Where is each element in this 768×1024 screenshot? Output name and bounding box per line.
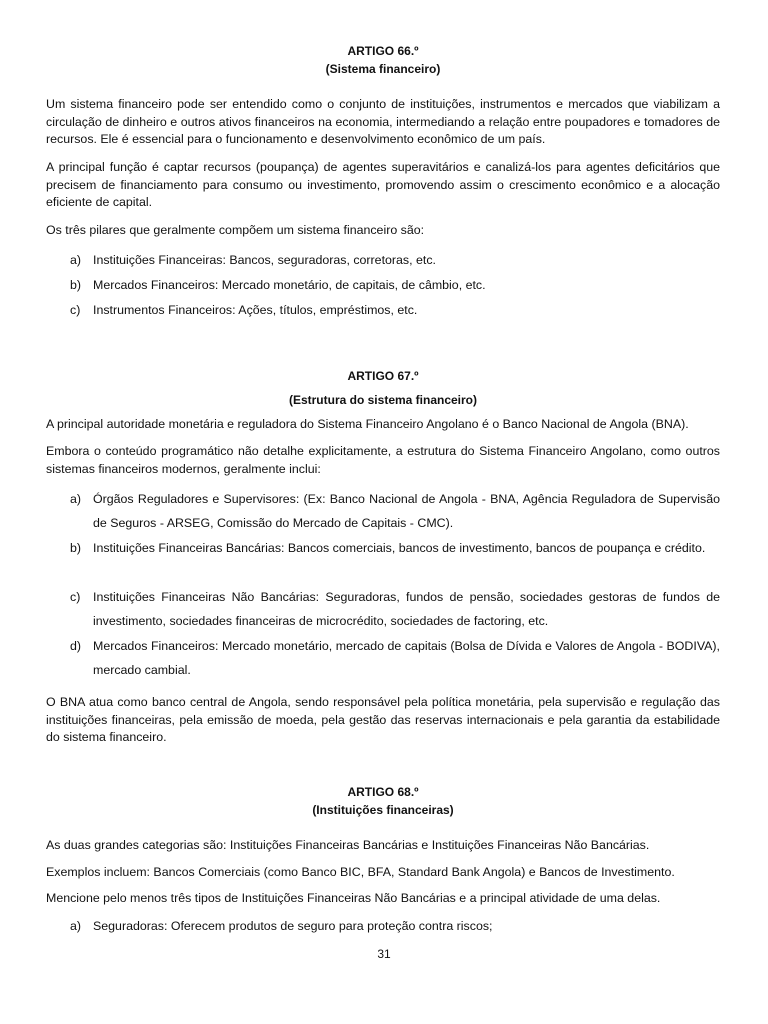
list-item-text: Instituições Financeiras Bancárias: Bancos comerciais, bancos de investimento, bancos de poupança e crédito.	[93, 541, 706, 555]
article-68-title: ARTIGO 68.º	[347, 785, 419, 799]
list-marker: b)	[70, 278, 82, 292]
list-marker: a)	[70, 253, 82, 267]
list-marker: a)	[70, 919, 82, 933]
article-66-paragraph: A principal função é captar recursos (poupança) de agentes superavitários e canalizá-los para agentes deficitários que precisem de financiamento para consumo ou investimento, promovendo assim o crescimento econômico e a alocação eficiente de capital.	[46, 160, 720, 209]
list-item	[46, 273, 720, 298]
article-66-title: ARTIGO 66.º	[347, 44, 419, 58]
article-68-list	[46, 914, 720, 939]
article-68-paragraph: Exemplos incluem: Bancos Comerciais (como Banco BIC, BFA, Standard Bank Angola) e Bancos de Investimento.	[46, 865, 675, 879]
list-item	[46, 536, 720, 585]
list-item-text: Seguradoras: Oferecem produtos de seguro para proteção contra riscos;	[93, 919, 493, 933]
article-67-paragraph: Embora o conteúdo programático não detalhe explicitamente, a estrutura do Sistema Financeiro Angolano, como outros sistemas financeiros modernos, geralmente inclui:	[46, 444, 720, 476]
list-item-text: Mercados Financeiros: Mercado monetário, mercado de capitais (Bolsa de Dívida e Valores de Angola - BODIVA), mercado cambial.	[93, 639, 720, 677]
list-item	[46, 248, 720, 273]
list-item-text: Órgãos Reguladores e Supervisores: (Ex: Banco Nacional de Angola - BNA, Agência Reguladora de Supervisão de Seguros - ARSEG, Comissão do Mercado de Capitais - CMC).	[93, 492, 720, 530]
article-68-paragraph: Mencione pelo menos três tipos de Instituições Financeiras Não Bancárias e a principal atividade de uma delas.	[46, 891, 661, 905]
page-number: 31	[377, 947, 391, 961]
article-68-subtitle: (Instituições financeiras)	[312, 803, 454, 817]
article-67-list	[46, 487, 720, 683]
list-marker: b)	[70, 541, 82, 555]
list-item	[46, 487, 720, 536]
list-item-text: Instituições Financeiras: Bancos, seguradoras, corretoras, etc.	[93, 253, 436, 267]
list-item-text: Instrumentos Financeiros: Ações, títulos, empréstimos, etc.	[93, 303, 418, 317]
list-item-text: Instituições Financeiras Não Bancárias: Seguradoras, fundos de pensão, sociedades gestoras de fundos de investimento, sociedades financeiras de microcrédito, sociedades de factoring, etc.	[93, 590, 720, 628]
article-68-paragraph: As duas grandes categorias são: Instituições Financeiras Bancárias e Instituições Financeiras Não Bancárias.	[46, 838, 650, 852]
list-marker: d)	[70, 639, 82, 653]
article-67-subtitle: (Estrutura do sistema financeiro)	[288, 393, 478, 407]
list-item	[46, 914, 720, 939]
article-66-paragraph: Um sistema financeiro pode ser entendido como o conjunto de instituições, instrumentos e mercados que viabilizam a circulação de dinheiro e outros ativos financeiros na economia, intermediando a relação entre poupadores e tomadores de recursos. Ele é essencial para o funcionamento e desenvolvimento econômico de um país.	[46, 97, 720, 146]
list-marker: a)	[70, 492, 82, 506]
article-67-closing: O BNA atua como banco central de Angola, sendo responsável pela política monetária, pela supervisão e regulação das instituições financeiras, pela emissão de moeda, pela gestão das reservas internacionais e pela garantia da estabilidade do sistema financeiro.	[46, 695, 720, 744]
list-item	[46, 298, 720, 323]
article-66-paragraph: Os três pilares que geralmente compõem um sistema financeiro são:	[46, 223, 425, 237]
list-item	[46, 585, 720, 634]
article-66-list	[46, 248, 720, 323]
article-67-title: ARTIGO 67.º	[347, 369, 419, 383]
article-67-paragraph: A principal autoridade monetária e reguladora do Sistema Financeiro Angolano é o Banco Nacional de Angola (BNA).	[46, 417, 689, 431]
list-marker: c)	[70, 303, 81, 317]
list-item-text: Mercados Financeiros: Mercado monetário, de capitais, de câmbio, etc.	[93, 278, 486, 292]
list-item	[46, 634, 720, 683]
article-66-subtitle: (Sistema financeiro)	[325, 62, 441, 76]
list-marker: c)	[70, 590, 81, 604]
